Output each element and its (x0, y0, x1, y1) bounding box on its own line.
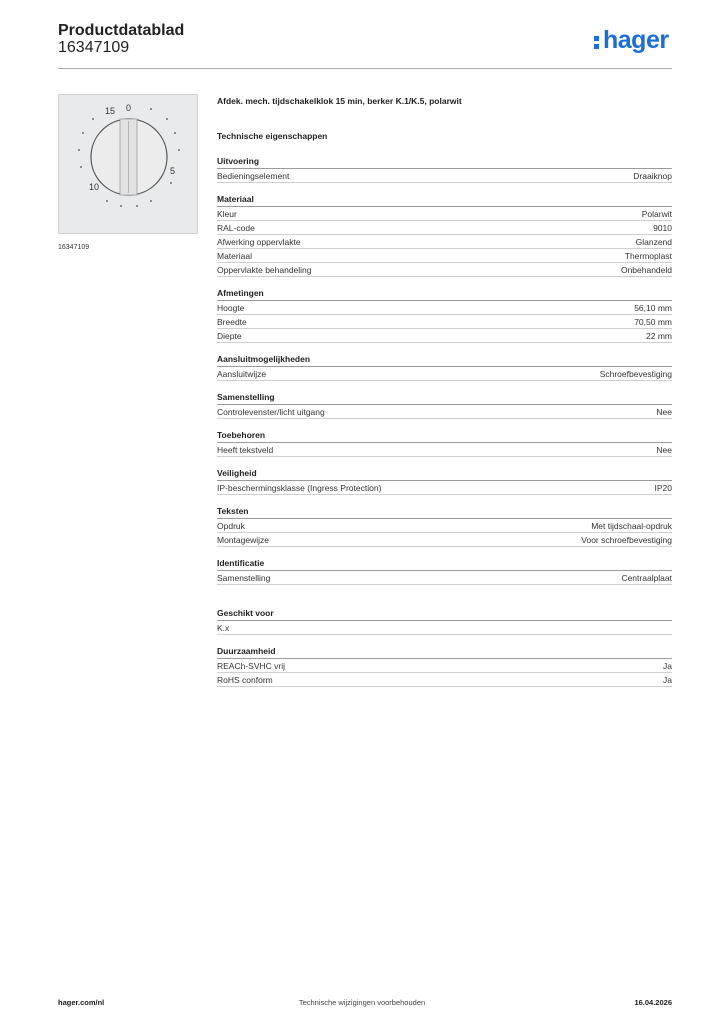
spec-row (217, 405, 672, 419)
hager-logo (594, 28, 674, 58)
spec-row (217, 301, 672, 315)
dial-label-0: 0 (126, 103, 132, 113)
spec-row (217, 221, 672, 235)
spec-label: Montagewijze (217, 535, 269, 545)
spec-row (217, 315, 672, 329)
spec-section (217, 287, 672, 343)
spec-label: REACh-SVHC vrij (217, 661, 286, 671)
spec-row (217, 659, 672, 673)
spec-label: Heeft tekstveld (217, 445, 274, 455)
spec-label: Oppervlakte behandeling (217, 265, 312, 275)
section-heading: Duurzaamheid (217, 645, 672, 659)
footer-website: hager.com/nl (58, 998, 105, 1007)
spec-section (217, 193, 672, 277)
spec-label: K.x (217, 623, 230, 633)
dial-label-5: 5 (170, 166, 176, 176)
spec-row (217, 533, 672, 547)
spec-value: 70,50 mm (634, 317, 672, 327)
spec-section (217, 467, 672, 495)
spec-row (217, 481, 672, 495)
spec-row (217, 329, 672, 343)
section-heading: Toebehoren (217, 429, 672, 443)
product-description: Afdek. mech. tijdschakelklok 15 min, berker K.1/K.5, polarwit (217, 96, 462, 106)
spec-value: Ja (663, 675, 672, 685)
spec-label: Diepte (217, 331, 242, 341)
spec-value: Glanzend (635, 237, 672, 247)
spec-label: Aansluitwijze (217, 369, 267, 379)
section-heading: Aansluitmogelijkheden (217, 353, 672, 367)
spec-value: Polarwit (641, 209, 672, 219)
spec-value: Nee (656, 407, 672, 417)
image-caption: 16347109 (58, 244, 90, 251)
spec-row (217, 443, 672, 457)
spec-value: 22 mm (646, 331, 672, 341)
spec-value: 9010 (653, 223, 672, 233)
spec-label: Controlevenster/licht uitgang (217, 407, 325, 417)
section-heading: Uitvoering (217, 155, 672, 169)
spec-value: Thermoplast (624, 251, 672, 261)
product-number: 16347109 (58, 39, 130, 56)
spec-section (217, 607, 672, 635)
section-heading: Afmetingen (217, 287, 672, 301)
spec-section (217, 391, 672, 419)
spec-section (217, 155, 672, 183)
spec-section (217, 353, 672, 381)
spec-value: Ja (663, 661, 672, 671)
spec-label: Samenstelling (217, 573, 271, 583)
spec-value: Centraalplaat (621, 573, 672, 583)
spec-row (217, 249, 672, 263)
spec-label: Afwerking oppervlakte (217, 237, 301, 247)
spec-row (217, 621, 672, 635)
spec-section (217, 645, 672, 687)
spec-label: RAL-code (217, 223, 255, 233)
footer-date: 16.04.2026 (634, 998, 672, 1007)
spec-value: Voor schroefbevestiging (581, 535, 672, 545)
technical-properties-title: Technische eigenschappen (217, 131, 328, 141)
spec-row (217, 519, 672, 533)
product-image (58, 94, 198, 234)
spec-value: Schroefbevestiging (599, 369, 672, 379)
spec-row (217, 673, 672, 687)
spec-label: RoHS conform (217, 675, 273, 685)
dial-label-10: 10 (89, 182, 100, 192)
spec-label: Hoogte (217, 303, 245, 313)
header-divider (58, 68, 672, 69)
spec-row (217, 571, 672, 585)
spec-value: Draaiknop (633, 171, 672, 181)
spec-content (217, 96, 672, 687)
dial-label-15: 15 (105, 106, 116, 116)
spec-value: Onbehandeld (620, 265, 672, 275)
spec-value: IP20 (654, 483, 672, 493)
spec-section (217, 429, 672, 457)
spec-row (217, 367, 672, 381)
spec-value: Nee (656, 445, 672, 455)
section-heading: Samenstelling (217, 391, 672, 405)
spec-sections (217, 155, 672, 687)
spec-label: Materiaal (217, 251, 252, 261)
spec-row (217, 235, 672, 249)
spec-row (217, 169, 672, 183)
spec-row (217, 207, 672, 221)
footer-disclaimer: Technische wijzigingen voorbehouden (298, 998, 426, 1007)
spec-section (217, 505, 672, 547)
spec-label: IP-beschermingsklasse (Ingress Protection) (217, 483, 382, 493)
spec-label: Bedieningselement (217, 171, 290, 181)
timer-dial-drawing (59, 95, 197, 233)
spec-label: Breedte (217, 317, 247, 327)
spec-row (217, 263, 672, 277)
page-title: Productdatablad (58, 22, 185, 39)
section-heading: Geschikt voor (217, 607, 672, 621)
spec-value: 56,10 mm (634, 303, 672, 313)
spec-label: Kleur (217, 209, 237, 219)
spec-value: Met tijdschaal-opdruk (591, 521, 672, 531)
section-heading: Teksten (217, 505, 672, 519)
section-heading: Veiligheid (217, 467, 672, 481)
section-heading: Materiaal (217, 193, 672, 207)
section-heading: Identificatie (217, 557, 672, 571)
logo-text: hager (603, 26, 669, 54)
spec-section (217, 557, 672, 585)
spec-label: Opdruk (217, 521, 245, 531)
